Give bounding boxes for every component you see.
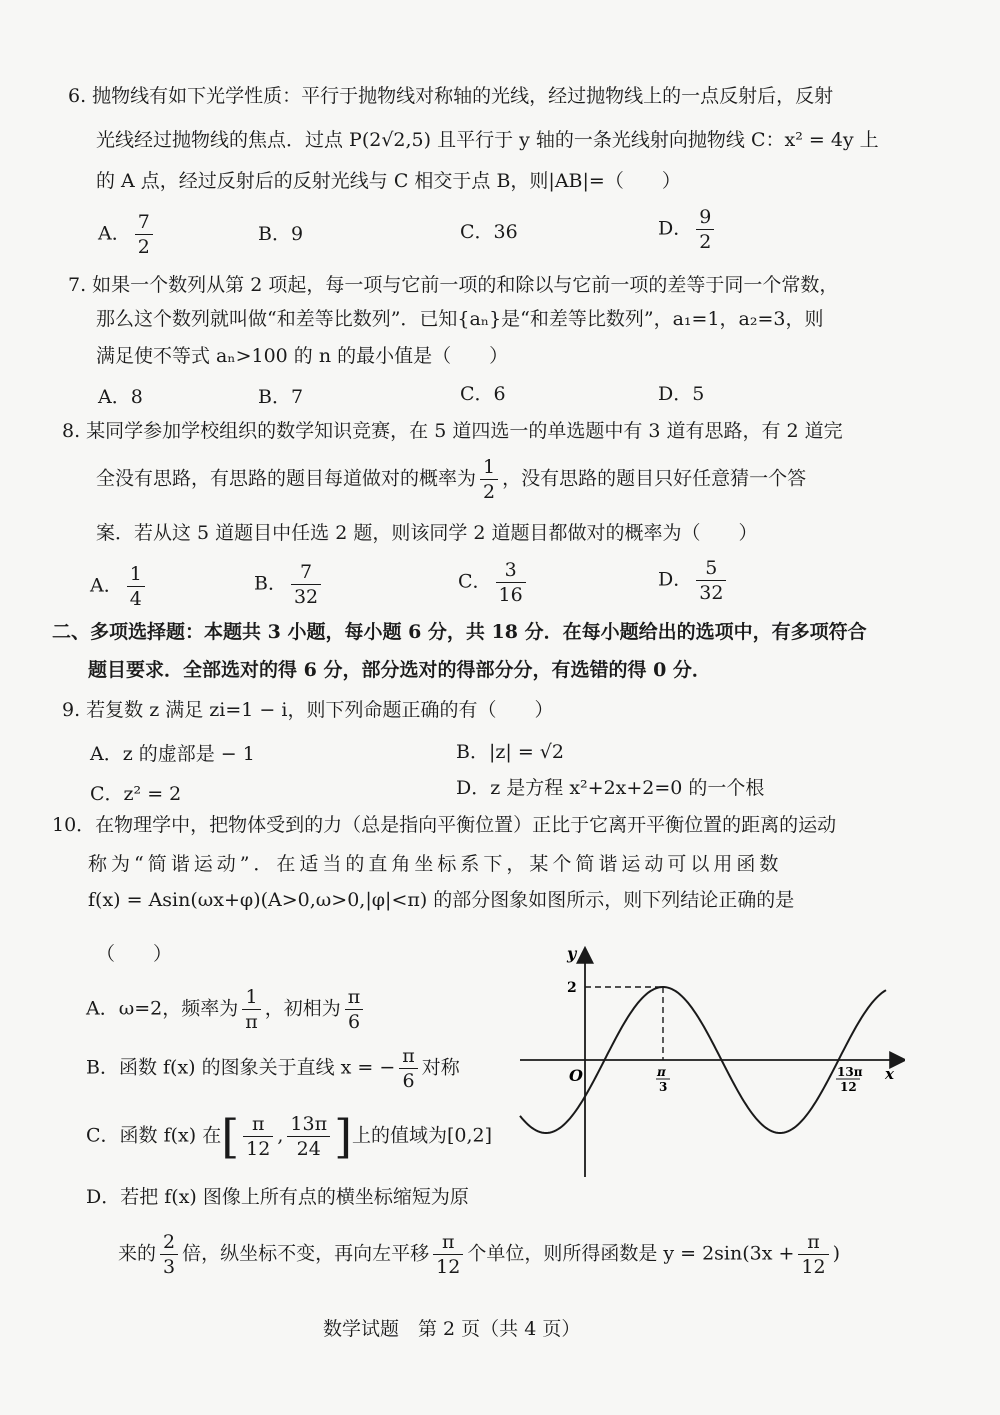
q9-option-d: D．z 是方程 x²+2x+2=0 的一个根 — [456, 777, 765, 799]
q8-line1: 8. 某同学参加学校组织的数学知识竞赛，在 5 道四选一的单选题中有 3 道有思路，有 2 道完 — [62, 420, 843, 442]
q9-option-c: C．z² = 2 — [90, 783, 182, 805]
q10-option-c: C．函数 f(x) 在[ $\frac{\pi}{12}$ , $\frac{13\pi}{24}$ ]上的值域为[0,2] — [86, 1109, 493, 1164]
q6-line3: 的 A 点，经过反射后的反射光线与 C 相交于点 B，则|AB|=（ ） — [96, 170, 681, 192]
q8-option-b: B． $\frac{7}{32}$ — [254, 560, 325, 609]
origin-label: O — [569, 1066, 583, 1085]
q8-option-c: C． $\frac{3}{16}$ — [458, 558, 530, 607]
y-tick-2: 2 — [567, 980, 577, 996]
q7-option-c: C．6 — [460, 383, 506, 405]
section2-line2: 题目要求．全部选对的得 6 分，部分选对的得部分分，有选错的得 0 分． — [88, 659, 711, 681]
q9-line1: 9. 若复数 z 满足 zi=1 − i，则下列命题正确的有（ ） — [62, 699, 554, 721]
q8-option-d: D． $\frac{5}{32}$ — [658, 556, 730, 605]
q9-option-b: B．|z| = √2 — [456, 741, 564, 763]
q9-option-a: A．z 的虚部是 − 1 — [90, 743, 255, 765]
q8-option-a: A． $\frac{1}{4}$ — [90, 562, 149, 611]
x-tick-13pi12-num: 13π — [837, 1065, 863, 1079]
q7-option-d: D．5 — [658, 383, 705, 405]
q8-line3: 案．若从这 5 道题目中任选 2 题，则该同学 2 道题目都做对的概率为（ ） — [96, 522, 758, 544]
q7-line3: 满足使不等式 aₙ>100 的 n 的最小值是（ ） — [96, 345, 509, 367]
q10-option-d-line1: D．若把 f(x) 图像上所有点的横坐标缩短为原 — [86, 1186, 469, 1208]
q10-line1: 10．在物理学中，把物体受到的力（总是指向平衡位置）正比于它离开平衡位置的距离的运动 — [52, 814, 837, 836]
q7-option-b: B．7 — [258, 386, 304, 408]
y-axis-label: y — [567, 945, 577, 963]
x-axis-label: x — [885, 1065, 894, 1083]
q10-option-a: A．ω=2，频率为 $\frac{1}{\pi}$ ，初相为 $\frac{\pi}{6}$ — [86, 985, 367, 1034]
q10-line3: f(x) = Asin(ωx+φ)(A>0,ω>0,|φ|<π) 的部分图象如图所示，则下列结论正确的是 — [88, 889, 795, 911]
q10-option-b: B．函数 f(x) 的图象关于直线 x = − $\frac{\pi}{6}$ 对称 — [86, 1045, 460, 1092]
q6-option-a: A． $\frac{7}{2}$ — [98, 210, 157, 259]
q6-line1: 6. 抛物线有如下光学性质：平行于抛物线对称轴的光线，经过抛物线上的一点反射后，反射 — [68, 85, 834, 107]
q8-line2: 全没有思路，有思路的题目每道做对的概率为 $\frac{1}{2}$ ，没有思路的题目只好任意猜一个答 — [96, 456, 807, 503]
q7-line1: 7. 如果一个数列从第 2 项起，每一项与它前一项的和除以与它前一项的差等于同一个常数， — [68, 274, 839, 296]
q6-option-b: B．9 — [258, 223, 304, 245]
sine-graph — [515, 945, 905, 1185]
q10-line2: 称为“简谐运动”．在适当的直角坐标系下，某个简谐运动可以用函数 — [88, 853, 783, 875]
q6-option-c: C．36 — [460, 221, 518, 243]
x-tick-13pi12-den: 12 — [840, 1080, 857, 1094]
q6-line2: 光线经过抛物线的焦点．过点 P(2√2,5) 且平行于 y 轴的一条光线射向抛物线 C：x² = 4y 上 — [96, 129, 879, 151]
x-tick-pi3-den: 3 — [659, 1080, 668, 1094]
x-tick-pi3-num: π — [657, 1065, 666, 1079]
page-footer: 数学试题 第 2 页（共 4 页） — [323, 1318, 581, 1340]
q7-line2: 那么这个数列就叫做“和差等比数列”．已知{aₙ}是“和差等比数列”，a₁=1，a₂=3，则 — [96, 308, 824, 330]
q6-option-d: D． $\frac{9}{2}$ — [658, 205, 718, 254]
q7-option-a: A．8 — [98, 386, 143, 408]
q10-option-d-line2: 来的 $\frac{2}{3}$ 倍，纵坐标不变，再向左平移 $\frac{\pi}{12}$ 个单位，则所得函数是 y = 2sin(3x + $\frac{\pi}{12}$ ) — [118, 1231, 841, 1278]
section2-line1: 二、多项选择题：本题共 3 小题，每小题 6 分，共 18 分．在每小题给出的选项中，有多项符合 — [52, 621, 867, 643]
q10-line4: （ ） — [96, 943, 173, 965]
